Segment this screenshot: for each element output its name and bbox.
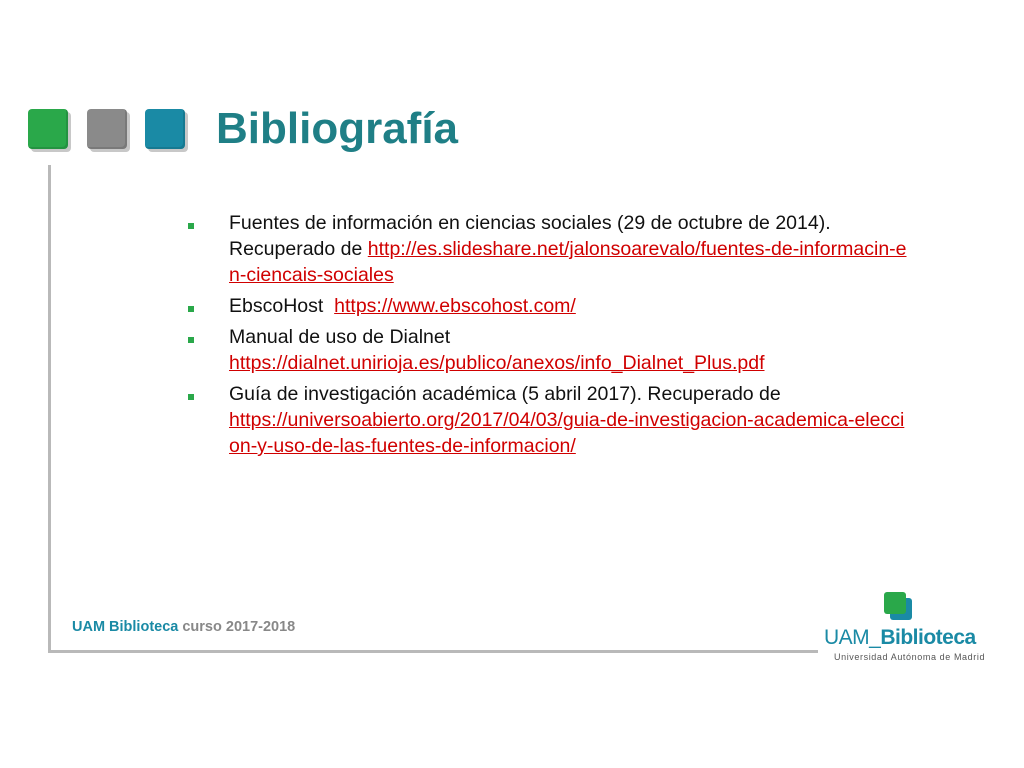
reference-text: EbscoHost bbox=[229, 295, 335, 317]
frame-horizontal-line bbox=[48, 650, 818, 653]
slide-title: Bibliografía bbox=[216, 104, 459, 153]
reference-text: Guía de investigación académica (5 abril 2017). Recuperado de bbox=[229, 383, 781, 405]
logo-squares-icon bbox=[884, 592, 908, 616]
footer-course: curso 2017-2018 bbox=[178, 619, 296, 635]
list-item bbox=[188, 210, 908, 288]
reference-link[interactable]: https://universoabierto.org/2017/04/03/guia-de-investigacion-academica-eleccion-y-uso-de-las-fuentes-de-informacion/ bbox=[229, 409, 905, 457]
reference-link[interactable]: https://dialnet.unirioja.es/publico/anexos/info_Dialnet_Plus.pdf bbox=[229, 352, 765, 374]
list-item bbox=[188, 324, 908, 376]
bullet-icon bbox=[188, 337, 194, 343]
list-item bbox=[188, 293, 908, 319]
reference-link[interactable]: http://es.slideshare.net/jalonsoarevalo/fuentes-de-informacin-en-ciencais-sociales bbox=[229, 238, 907, 286]
logo-subtitle: Universidad Autónoma de Madrid bbox=[834, 652, 986, 662]
reference-link[interactable]: https://www.ebscohost.com/ bbox=[334, 295, 576, 317]
logo-text bbox=[824, 626, 976, 650]
teal-square-decoration bbox=[145, 109, 185, 149]
reference-text: Manual de uso de Dialnet bbox=[229, 326, 451, 348]
bibliography-list bbox=[188, 210, 908, 464]
gray-square-decoration bbox=[87, 109, 127, 149]
bullet-icon bbox=[188, 394, 194, 400]
footer bbox=[72, 619, 295, 635]
reference-text: Fuentes de información en ciencias sociales (29 de octubre de 2014). Recuperado de bbox=[229, 212, 831, 260]
green-square-decoration bbox=[28, 109, 68, 149]
list-item bbox=[188, 381, 908, 459]
footer-org: UAM Biblioteca bbox=[72, 619, 179, 635]
bullet-icon bbox=[188, 223, 194, 229]
bullet-icon bbox=[188, 306, 194, 312]
frame-vertical-line bbox=[48, 165, 51, 653]
uam-biblioteca-logo bbox=[818, 590, 988, 670]
logo-text-uam: UAM_ bbox=[824, 626, 881, 649]
logo-text-biblioteca: Biblioteca bbox=[880, 626, 976, 649]
